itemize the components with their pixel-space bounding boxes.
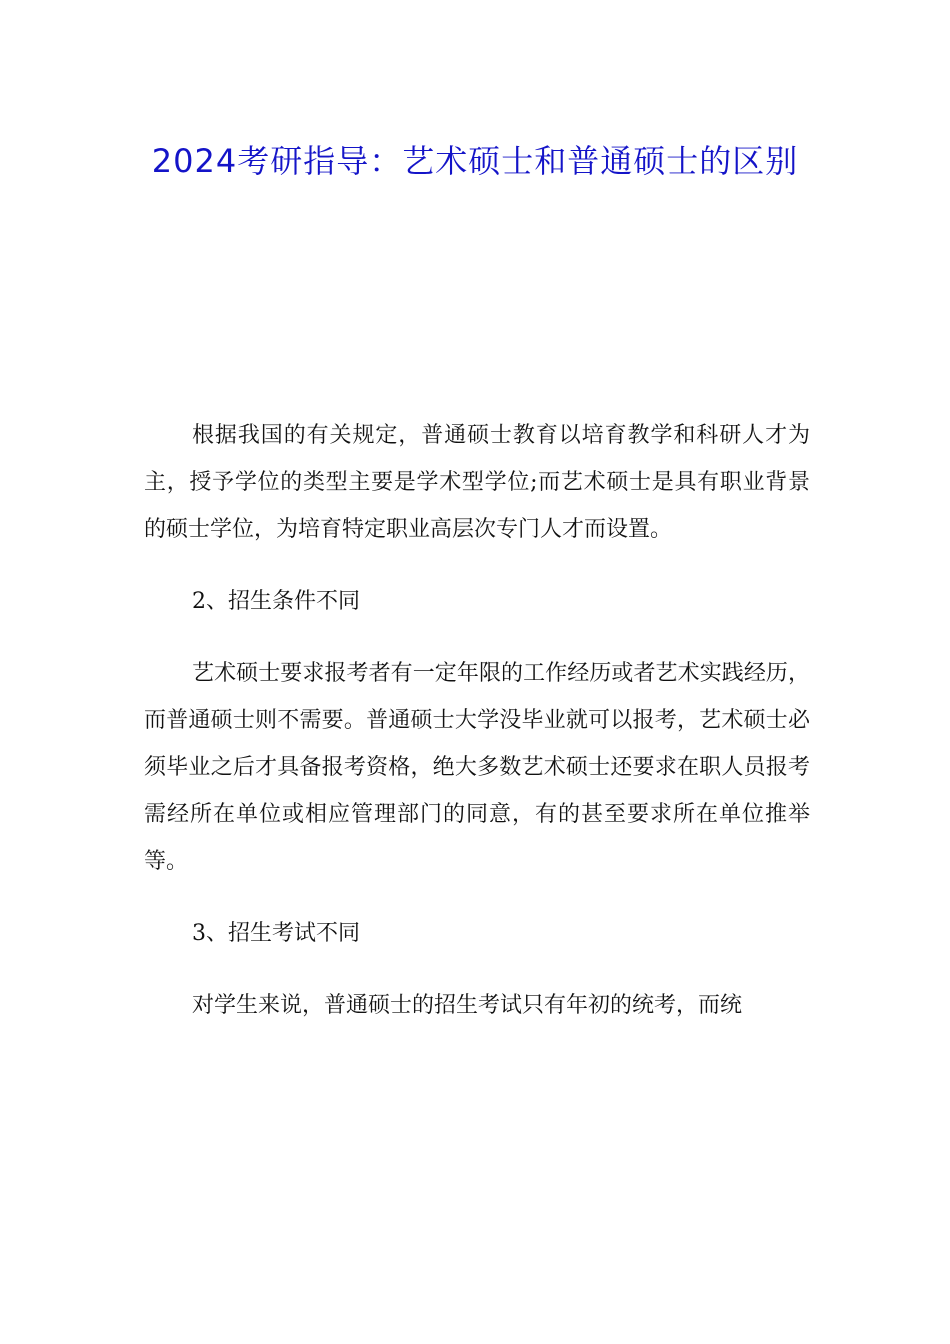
- document-body: [144, 412, 810, 1029]
- section-heading-admission-conditions: 2、招生条件不同: [192, 589, 360, 614]
- document-title: 2024考研指导：艺术硕士和普通硕士的区别: [151, 142, 799, 180]
- section-heading-admission-exams: 3、招生考试不同: [192, 921, 360, 946]
- paragraph-admission-conditions: 艺术硕士要求报考者有一定年限的工作经历或者艺术实践经历，而普通硕士则不需要。普通硕士大学没毕业就可以报考，艺术硕士必须毕业之后才具备报考资格，绝大多数艺术硕士还要求在职人员报考需经所在单位或相应管理部门的同意，有的甚至要求所在单位推举等。: [144, 661, 810, 874]
- paragraph-admission-exams: 对学生来说，普通硕士的招生考试只有年初的统考，而统: [192, 993, 743, 1018]
- paragraph-degree-types: 根据我国的有关规定，普通硕士教育以培育教学和科研人才为主，授予学位的类型主要是学术型学位;而艺术硕士是具有职业背景的硕士学位，为培育特定职业高层次专门人才而设置。: [144, 423, 810, 542]
